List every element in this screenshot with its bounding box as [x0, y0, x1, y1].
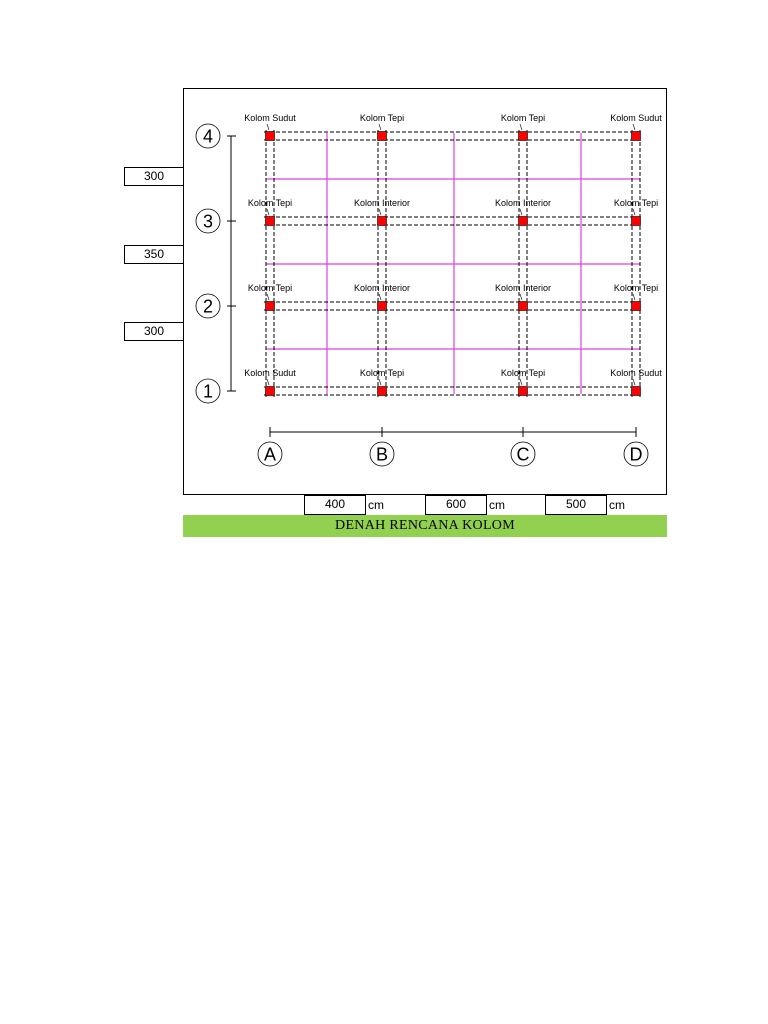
column-square	[632, 217, 641, 226]
column-square	[266, 387, 275, 396]
column-type-label: Kolom Sudut	[244, 113, 296, 123]
column-square	[266, 132, 275, 141]
column-label-leader	[520, 209, 522, 215]
column-label-leader	[267, 379, 269, 385]
column-label-leader	[379, 124, 381, 130]
column-square	[632, 387, 641, 396]
column-type-label: Kolom Sudut	[610, 368, 662, 378]
row-axis-label: 4	[202, 126, 214, 147]
column-square	[266, 217, 275, 226]
row-spacing-4-3: 300	[124, 167, 184, 186]
column-label-leader	[633, 379, 635, 385]
col-axis-label: D	[629, 444, 643, 465]
column-type-label: Kolom Tepi	[613, 198, 659, 208]
column-type-label: Kolom Tepi	[500, 368, 546, 378]
column-label-leader	[379, 209, 381, 215]
column-square	[266, 302, 275, 311]
column-square	[519, 132, 528, 141]
column-square	[519, 302, 528, 311]
column-square	[378, 302, 387, 311]
column-square	[519, 387, 528, 396]
col-spacing-unit-3: cm	[609, 498, 625, 512]
column-type-label: Kolom Tepi	[613, 283, 659, 293]
column-label-leader	[520, 294, 522, 300]
row-spacing-2-1: 300	[124, 322, 184, 341]
col-axis-label: A	[263, 444, 277, 465]
plan-title: DENAH RENCANA KOLOM	[183, 515, 667, 537]
column-label-leader	[520, 124, 522, 130]
column-label-leader	[633, 124, 635, 130]
col-axis-label: B	[375, 444, 389, 465]
column-type-label: Kolom Tepi	[359, 113, 405, 123]
column-type-label: Kolom Interior	[353, 198, 411, 208]
col-spacing-unit-2: cm	[489, 498, 505, 512]
column-square	[378, 387, 387, 396]
column-type-label: Kolom Sudut	[244, 368, 296, 378]
column-label-leader	[379, 379, 381, 385]
column-label-leader	[520, 379, 522, 385]
col-spacing-unit-1: cm	[368, 498, 384, 512]
column-square	[519, 217, 528, 226]
column-type-label: Kolom Interior	[494, 198, 552, 208]
column-label-leader	[633, 294, 635, 300]
column-square	[632, 132, 641, 141]
col-spacing-c-d: 500	[545, 495, 607, 515]
column-type-label: Kolom Tepi	[500, 113, 546, 123]
column-square	[378, 217, 387, 226]
col-axis-label: C	[516, 444, 530, 465]
col-spacing-b-c: 600	[425, 495, 487, 515]
column-square	[378, 132, 387, 141]
row-axis-label: 3	[202, 211, 214, 232]
column-label-leader	[267, 294, 269, 300]
column-label-leader	[633, 209, 635, 215]
row-axis-label: 1	[202, 381, 214, 402]
column-type-label: Kolom Interior	[494, 283, 552, 293]
row-spacing-3-2: 350	[124, 245, 184, 264]
col-spacing-a-b: 400	[304, 495, 366, 515]
row-axis-label: 2	[202, 296, 214, 317]
column-type-label: Kolom Sudut	[610, 113, 662, 123]
column-square	[632, 302, 641, 311]
column-label-leader	[267, 209, 269, 215]
column-label-leader	[267, 124, 269, 130]
column-label-leader	[379, 294, 381, 300]
column-type-label: Kolom Interior	[353, 283, 411, 293]
column-type-label: Kolom Tepi	[247, 283, 293, 293]
column-type-label: Kolom Tepi	[247, 198, 293, 208]
column-type-label: Kolom Tepi	[359, 368, 405, 378]
